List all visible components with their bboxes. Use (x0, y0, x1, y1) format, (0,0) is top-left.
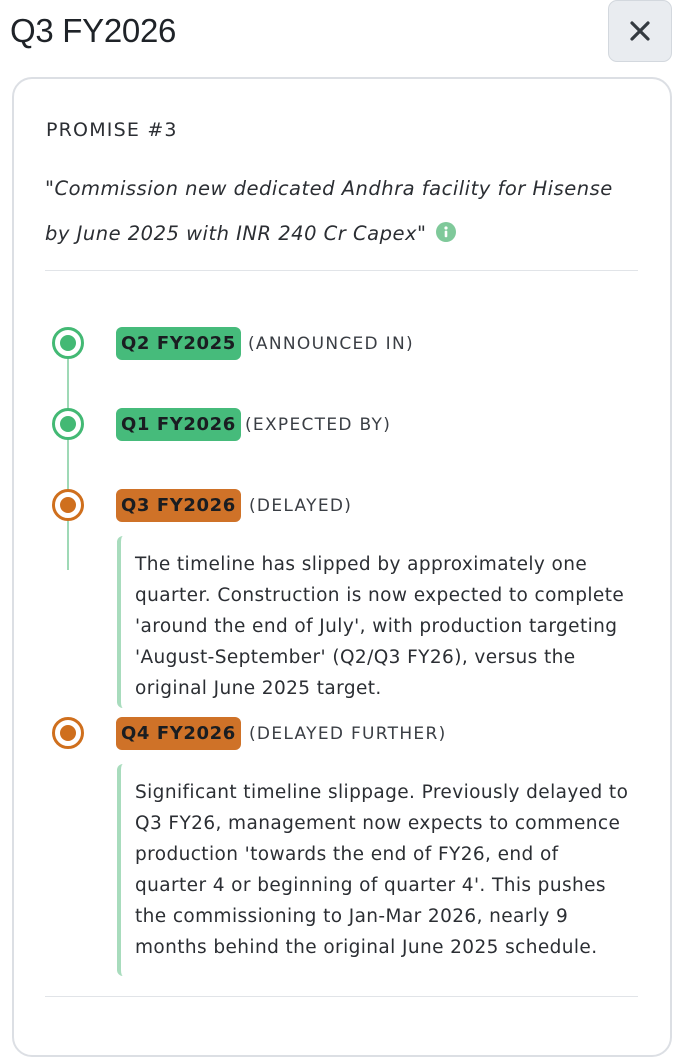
page-title: Q3 FY2026 (10, 12, 177, 49)
note-line: Significant timeline slippage. Previously delayed to (135, 782, 629, 803)
quote-line-1: "Commission new dedicated Andhra facility for Hisense (45, 177, 613, 200)
timeline-note (117, 536, 624, 708)
timeline-tag: (ANNOUNCED IN) (248, 334, 414, 354)
quarter-badge: Q2 FY2025 (116, 327, 241, 360)
note-line: original June 2025 target. (135, 678, 382, 699)
timeline-node-green (52, 408, 84, 440)
timeline-tag: (EXPECTED BY) (245, 415, 392, 435)
timeline-node-orange (52, 717, 84, 749)
promise-quote (45, 166, 645, 256)
note-line: Q3 FY26, management now expects to commence (135, 813, 621, 834)
timeline-tag: (DELAYED FURTHER) (249, 724, 447, 744)
promise-label: PROMISE #3 (46, 119, 178, 141)
note-line: 'August-September' (Q2/Q3 FY26), versus the (135, 647, 576, 668)
timeline-note (117, 764, 628, 976)
note-line: months behind the original June 2025 schedule. (135, 937, 598, 958)
timeline-node-orange (52, 489, 84, 521)
timeline-tag: (DELAYED) (249, 496, 353, 516)
quarter-badge: Q1 FY2026 (116, 408, 241, 441)
note-line: production 'towards the end of FY26, end of (135, 844, 559, 865)
close-button[interactable] (608, 0, 672, 62)
info-icon[interactable] (436, 222, 456, 242)
quote-line-2: by June 2025 with INR 240 Cr Capex" (45, 222, 427, 245)
note-line: quarter 4 or beginning of quarter 4'. This pushes (135, 875, 606, 896)
note-line: quarter. Construction is now expected to complete (135, 585, 625, 606)
close-icon (629, 20, 651, 42)
timeline-line (67, 342, 69, 570)
divider-bottom (45, 996, 638, 997)
quarter-badge: Q4 FY2026 (116, 717, 241, 750)
timeline-node-green (52, 327, 84, 359)
note-line: The timeline has slipped by approximately one (135, 554, 588, 575)
note-line: the commissioning to Jan-Mar 2026, nearly 9 (135, 906, 569, 927)
note-line: 'around the end of July', with production targeting (135, 616, 618, 637)
quarter-badge: Q3 FY2026 (116, 489, 241, 522)
divider-top (45, 270, 638, 271)
